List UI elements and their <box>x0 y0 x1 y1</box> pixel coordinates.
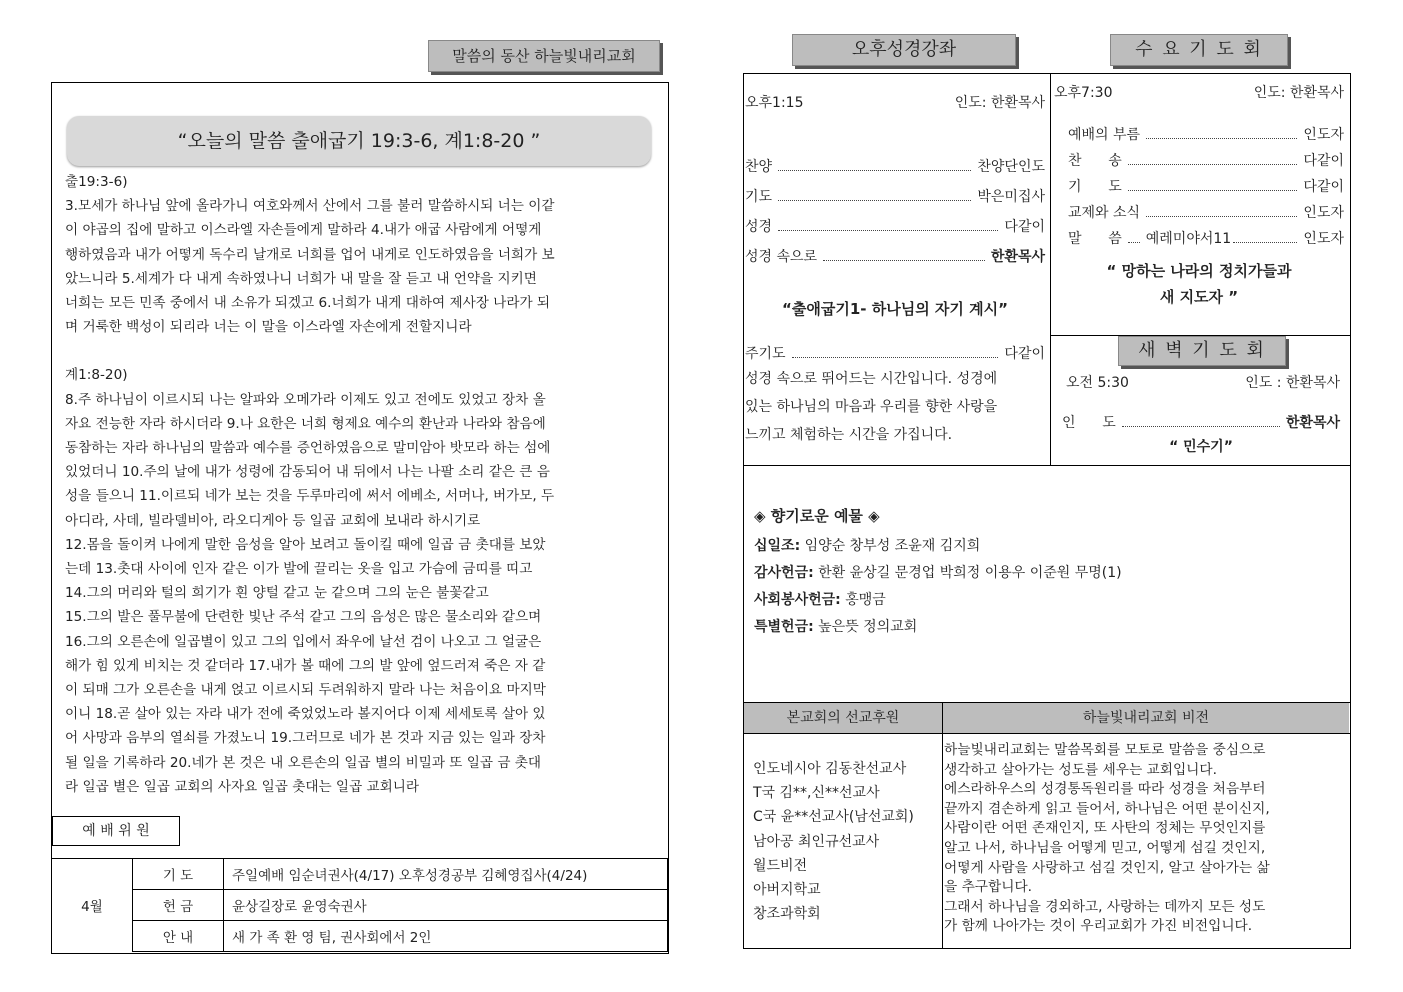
vision-header <box>943 703 1349 733</box>
program-value: 다같이 <box>1004 346 1045 362</box>
program-value: 인도자 <box>1303 205 1344 221</box>
divider <box>743 465 1350 466</box>
program-label: 찬양 <box>745 159 773 175</box>
afternoon-section <box>745 92 1045 449</box>
committee-table <box>52 858 668 952</box>
program-value: 한환목사 <box>990 249 1045 265</box>
dot-leader <box>1122 426 1280 427</box>
committee-label-box <box>52 816 180 846</box>
offering-label: 십일조: <box>754 538 801 554</box>
divider <box>942 702 943 948</box>
scripture-title-banner <box>67 116 651 166</box>
program-row <box>745 146 1045 176</box>
scripture-line: 12.몸을 돌이켜 나에게 말한 음성을 알아 보려고 돌이킬 때에 일곱 금 촛대를 보았 <box>65 536 546 553</box>
program-value: 다같이 <box>1303 179 1344 195</box>
program-row <box>1068 170 1344 196</box>
vision-text <box>944 741 1348 937</box>
scripture-line: 며 거룩한 백성이 되리라 너는 이 말을 이스라엘 자손에게 전할지니라 <box>65 319 472 336</box>
scripture-line: 8.주 하나님이 이르시되 나는 알파와 오메가라 이제도 있고 전에도 있었고 장차 올 <box>65 391 546 408</box>
scripture-line: 3.모세가 하나님 앞에 올라가니 여호와께서 산에서 그를 불러 말씀하시되 너는 이같 <box>65 198 555 215</box>
dot-leader <box>1128 190 1298 191</box>
church-name-label: 말씀의 동산 하늘빛내리교회 <box>452 47 636 65</box>
dot-leader <box>778 200 971 201</box>
program-label: 성경 <box>745 219 773 235</box>
offering-label: 감사헌금: <box>754 565 814 581</box>
wednesday-prayer-tag <box>1110 34 1288 66</box>
mission-item: C국 윤**선교사(남선교회) <box>753 809 914 826</box>
divider <box>743 733 1350 734</box>
wednesday-time: 오후7:30 <box>1054 85 1113 101</box>
dot-leader <box>1128 242 1140 243</box>
spacer <box>65 339 655 363</box>
mission-item: 아버지학교 <box>753 882 821 899</box>
vision-line: 생각하고 살아가는 성도를 세우는 교회입니다. <box>944 761 1217 778</box>
dot-leader <box>792 357 999 358</box>
committee-month: 4월 <box>52 859 133 952</box>
program-value: 다같이 <box>1303 153 1344 169</box>
program-label: 예배의 부름 <box>1068 127 1141 143</box>
vision-header-label: 하늘빛내리교회 비전 <box>1082 710 1210 726</box>
divider <box>1050 73 1051 465</box>
scripture-line: 해가 힘 있게 비치는 것 같더라 17.내가 볼 때에 그의 발 앞에 엎드러져 죽은 자 같 <box>65 657 546 674</box>
committee-label: 예 배 위 원 <box>82 823 150 839</box>
offering-title: ◈ 향기로운 예물 ◈ <box>754 507 880 525</box>
program-value: 다같이 <box>1004 219 1045 235</box>
scripture-line: 았느니라 5.세계가 다 내게 속하였나니 너희가 내 말을 잘 듣고 내 언약을 지키면 <box>65 270 537 287</box>
offering-label: 사회봉사헌금: <box>754 592 841 608</box>
program-label: 인 도 <box>1062 415 1116 431</box>
committee-role: 헌 금 <box>133 890 224 921</box>
program-row <box>745 333 1045 363</box>
scripture-line: 어 사망과 음부의 열쇠를 가졌노니 19.그러므로 네가 본 것과 지금 있는 일과 장차 <box>65 730 546 747</box>
dawn-section <box>1062 372 1340 456</box>
program-label: 찬 송 <box>1068 153 1122 169</box>
offering-names: 높은뜻 정의교회 <box>813 619 918 635</box>
passage-2 <box>65 388 655 799</box>
wednesday-sermon-title: 새 지도자 ” <box>1159 288 1239 306</box>
afternoon-sermon-title: “출애굽기1- 하나님의 자기 계시” <box>782 300 1008 318</box>
program-value: 한환목사 <box>1285 415 1340 431</box>
scripture-line: 될 일을 기록하라 20.네가 본 것은 내 오른손의 일곱 별의 비밀과 또 일곱 금 촛대 <box>65 754 542 771</box>
dawn-prayer-tag <box>1118 336 1286 366</box>
mission-item: T국 김**,신**선교사 <box>753 785 880 802</box>
scripture-line: 있었더니 10.주의 날에 내가 성령에 감동되어 내 뒤에서 나는 나팔 소리 같은 큰 음 <box>65 464 550 481</box>
scripture-line: 성을 들으니 11.이르되 네가 보는 것을 두루마리에 써서 에베소, 서머나, 버가모, 두 <box>65 488 555 505</box>
scripture-line: 동참하는 자라 하나님의 말씀과 예수를 증언하였음으로 말미암아 밧모라 하는 섬에 <box>65 440 551 457</box>
vision-line: 가 함께 나아가는 것이 우리교회가 가진 비전입니다. <box>944 918 1253 935</box>
mission-header <box>744 703 942 733</box>
scripture-line: 는데 13.촛대 사이에 인자 같은 이가 발에 끌리는 옷을 입고 가슴에 금띠를 띠고 <box>65 561 533 578</box>
scripture-line: 이니 18.곧 살아 있는 자라 내가 전에 죽었었노라 볼지어다 이제 세세토록 살아 있 <box>65 706 546 723</box>
dot-leader <box>823 260 985 261</box>
afternoon-leader: 인도: 한환목사 <box>954 95 1045 111</box>
committee-value: 윤상길장로 윤영숙권사 <box>224 890 668 921</box>
vision-line: 을 추구합니다. <box>944 879 1033 896</box>
scripture-line: 아디라, 사데, 빌라델비아, 라오디게아 등 일곱 교회에 보내라 하시기로 <box>65 512 481 529</box>
program-value: 찬양단인도 <box>977 159 1045 175</box>
dot-leader <box>1146 216 1297 217</box>
wednesday-prayer-title: 수 요 기 도 회 <box>1135 39 1263 60</box>
church-name-tag <box>428 40 660 72</box>
program-row <box>1062 402 1340 432</box>
dot-leader <box>778 170 971 171</box>
program-label: 성경 속으로 <box>745 249 818 265</box>
passage-ref: 출19:3-6) <box>65 174 128 190</box>
offering-row <box>754 616 1334 643</box>
dot-leader <box>1146 138 1297 139</box>
program-row <box>1068 144 1344 170</box>
dawn-time: 오전 5:30 <box>1066 375 1129 391</box>
program-value: 인도자 <box>1303 231 1344 247</box>
scripture-line: 14.그의 머리와 털의 희기가 흰 양털 같고 눈 같으며 그의 눈은 불꽃같고 <box>65 585 489 602</box>
vision-line: 끝까지 겸손하게 읽고 들어서, 하나님은 어떤 분이신지, <box>944 800 1270 817</box>
program-label: 말 씀 <box>1068 231 1122 247</box>
passage-ref: 계1:8-20) <box>65 367 128 384</box>
scripture-line: 이 야곱의 집에 말하고 이스라엘 자손들에게 말하라 4.내가 애굽 사람에게 어떻게 <box>65 222 542 239</box>
dot-leader <box>1233 242 1297 243</box>
afternoon-study-title: 오후성경강좌 <box>851 39 957 60</box>
dot-leader <box>778 230 998 231</box>
offering-names: 홍맹금 <box>840 592 886 608</box>
scripture-line: 라 일곱 별은 일곱 교회의 사자요 일곱 촛대는 일곱 교회니라 <box>65 778 420 795</box>
scripture-line: 행하였음과 내가 어떻게 독수리 날개로 너희를 업어 내게로 인도하였음을 너희가 보 <box>65 246 555 263</box>
program-row <box>745 176 1045 206</box>
offering-row <box>754 562 1334 589</box>
afternoon-study-tag <box>792 34 1016 66</box>
vision-line: 하늘빛내리교회는 말씀목회를 모토로 말씀을 중심으로 <box>944 742 1266 758</box>
committee-role: 안 내 <box>133 921 224 952</box>
mission-list <box>753 757 939 926</box>
dot-leader <box>1128 164 1298 165</box>
mission-item: 남아공 최인규선교사 <box>753 833 880 850</box>
program-label: 주기도 <box>745 346 786 362</box>
offering-section <box>754 505 1334 643</box>
scripture-line: 자요 전능한 자라 하시더라 9.나 요한은 너희 형제요 예수의 환난과 나라와 참음에 <box>65 415 546 432</box>
passage-1 <box>65 194 655 339</box>
vision-line: 그래서 하나님을 경외하고, 사랑하는 데까지 모든 성도 <box>944 898 1266 915</box>
offering-label: 특별헌금: <box>754 619 814 635</box>
afternoon-description: 느끼고 체험하는 시간을 가집니다. <box>745 427 953 443</box>
program-value: 박은미집사 <box>977 189 1045 205</box>
offering-names: 한환 윤상길 문경업 박희정 이용우 이준원 무명(1) <box>813 565 1122 581</box>
program-label: 교제와 소식 <box>1068 205 1141 221</box>
wednesday-leader: 인도: 한환목사 <box>1253 85 1344 101</box>
scripture-line: 너희는 모든 민족 중에서 내 소유가 되겠고 6.너희가 내게 대하여 제사장 나라가 되 <box>65 295 551 312</box>
vision-line: 어떻게 사람을 사랑하고 섬길 것인지, 알고 살아가는 삶 <box>944 859 1270 876</box>
scripture-line: 16.그의 오른손에 일곱별이 있고 그의 입에서 좌우에 날선 검이 나오고 그 얼굴은 <box>65 633 542 650</box>
vision-line: 사람이란 어떤 존재인지, 또 사탄의 정체는 무엇인지를 <box>944 820 1266 837</box>
mission-item: 월드비전 <box>753 857 808 874</box>
vision-line: 에스라하우스의 성경통독원리를 따라 성경을 처음부터 <box>944 781 1266 798</box>
program-row <box>745 206 1045 236</box>
mission-item: 인도네시아 김동찬선교사 <box>753 761 907 777</box>
wednesday-sermon-title: “ 망하는 나라의 정치가들과 <box>1106 262 1292 280</box>
program-row <box>1068 222 1344 248</box>
program-passage: 예레미야서11 <box>1145 231 1232 247</box>
program-label: 기 도 <box>1068 179 1122 195</box>
program-value: 인도자 <box>1303 127 1344 143</box>
offering-names: 임양순 창부성 조윤재 김지희 <box>800 538 981 554</box>
committee-role: 기 도 <box>133 859 224 890</box>
committee-value: 새 가 족 환 영 팀, 권사회에서 2인 <box>224 921 668 952</box>
wednesday-section <box>1054 82 1344 310</box>
afternoon-description: 있는 하나님의 마음과 우리를 향한 사랑을 <box>745 399 998 415</box>
scripture-line: 이 되매 그가 오른손을 내게 얹고 이르시되 두려워하지 말라 나는 처음이요 마지막 <box>65 682 546 699</box>
scripture-line: 15.그의 발은 풀무불에 단련한 빛난 주석 같고 그의 음성은 많은 물소리와 같으며 <box>65 609 542 626</box>
mission-item: 창조과학회 <box>753 906 821 923</box>
program-label: 기도 <box>745 189 773 205</box>
dawn-sermon-title: “ 민수기” <box>1169 439 1233 455</box>
program-row <box>1068 196 1344 222</box>
afternoon-description: 성경 속으로 뛰어드는 시간입니다. 성경에 <box>745 371 998 387</box>
committee-value: 주일예배 임순녀권사(4/17) 오후성경공부 김혜영집사(4/24) <box>224 859 668 890</box>
offering-row <box>754 535 1334 562</box>
scripture-title: “오늘의 말씀 출애굽기 19:3-6, 계1:8-20 ” <box>177 130 541 152</box>
dawn-prayer-title: 새 벽 기 도 회 <box>1138 340 1266 361</box>
vision-line: 알고 나서, 하나님을 어떻게 믿고, 어떻게 섬길 것인지, <box>944 839 1266 856</box>
program-row <box>1068 118 1344 144</box>
dawn-leader: 인도 : 한환목사 <box>1245 375 1340 391</box>
program-row <box>745 236 1045 266</box>
scripture-text <box>65 170 655 799</box>
offering-row <box>754 589 1334 616</box>
afternoon-time: 오후1:15 <box>745 95 804 111</box>
mission-header-label: 본교회의 선교후원 <box>786 710 900 726</box>
